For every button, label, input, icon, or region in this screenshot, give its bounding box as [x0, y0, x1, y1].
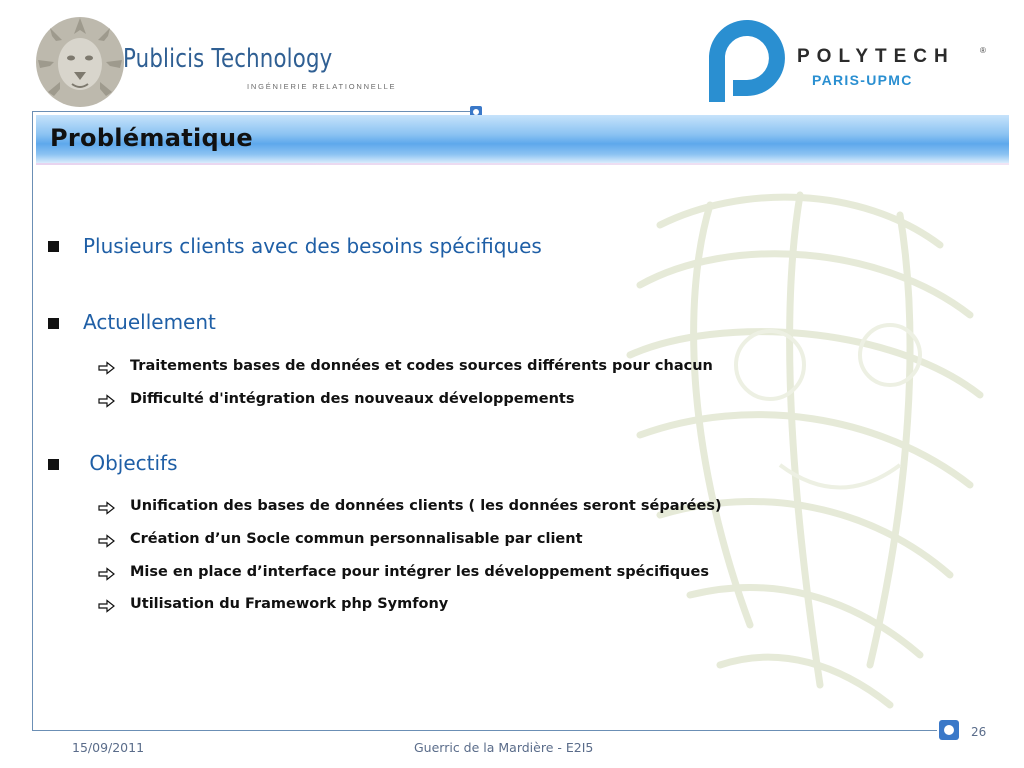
- sub-item: Difficulté d'intégration des nouveaux développements: [130, 391, 575, 407]
- publicis-tagline: INGÉNIERIE RELATIONNELLE: [247, 82, 397, 91]
- slide-title: Problématique: [50, 124, 253, 152]
- frame-bottom-line: [32, 730, 937, 731]
- arrow-right-outline-icon: [98, 361, 116, 375]
- lion-watermark-icon: [600, 165, 1000, 725]
- publicis-wordmark: Publicis Technology: [123, 44, 333, 74]
- square-bullet-icon: [48, 241, 59, 252]
- sub-item: Mise en place d’interface pour intégrer les développement spécifiques: [130, 564, 709, 580]
- square-bullet-icon: [48, 459, 59, 470]
- arrow-right-outline-icon: [98, 394, 116, 408]
- polytech-logo-icon: [703, 16, 791, 104]
- arrow-right-outline-icon: [98, 534, 116, 548]
- bullet-heading-actuellement: Actuellement: [83, 310, 216, 334]
- registered-mark: ®: [980, 46, 986, 55]
- page-number: 26: [971, 725, 987, 739]
- footer-date: 15/09/2011: [72, 740, 145, 755]
- sub-item: Création d’un Socle commun personnalisable par client: [130, 531, 583, 547]
- square-bullet-icon: [48, 318, 59, 329]
- arrow-right-outline-icon: [98, 501, 116, 515]
- polytech-wordmark: POLYTECH: [797, 46, 955, 67]
- sub-item: Unification des bases de données clients ( les données seront séparées): [130, 498, 722, 514]
- footer-author: Guerric de la Mardière - E2I5: [414, 740, 594, 755]
- arrow-right-outline-icon: [98, 599, 116, 613]
- arrow-right-outline-icon: [98, 567, 116, 581]
- frame-left-line: [32, 111, 33, 730]
- bullet-heading-clients: Plusieurs clients avec des besoins spécifiques: [83, 234, 542, 258]
- publicis-lion-logo-icon: [30, 12, 130, 108]
- frame-marker-icon: [939, 720, 959, 740]
- sub-item: Utilisation du Framework php Symfony: [130, 596, 449, 612]
- bullet-heading-objectifs: Objectifs: [83, 451, 178, 475]
- polytech-subtitle: PARIS-UPMC: [812, 72, 913, 88]
- sub-item: Traitements bases de données et codes sources différents pour chacun: [130, 358, 713, 374]
- frame-top-line: [32, 111, 472, 112]
